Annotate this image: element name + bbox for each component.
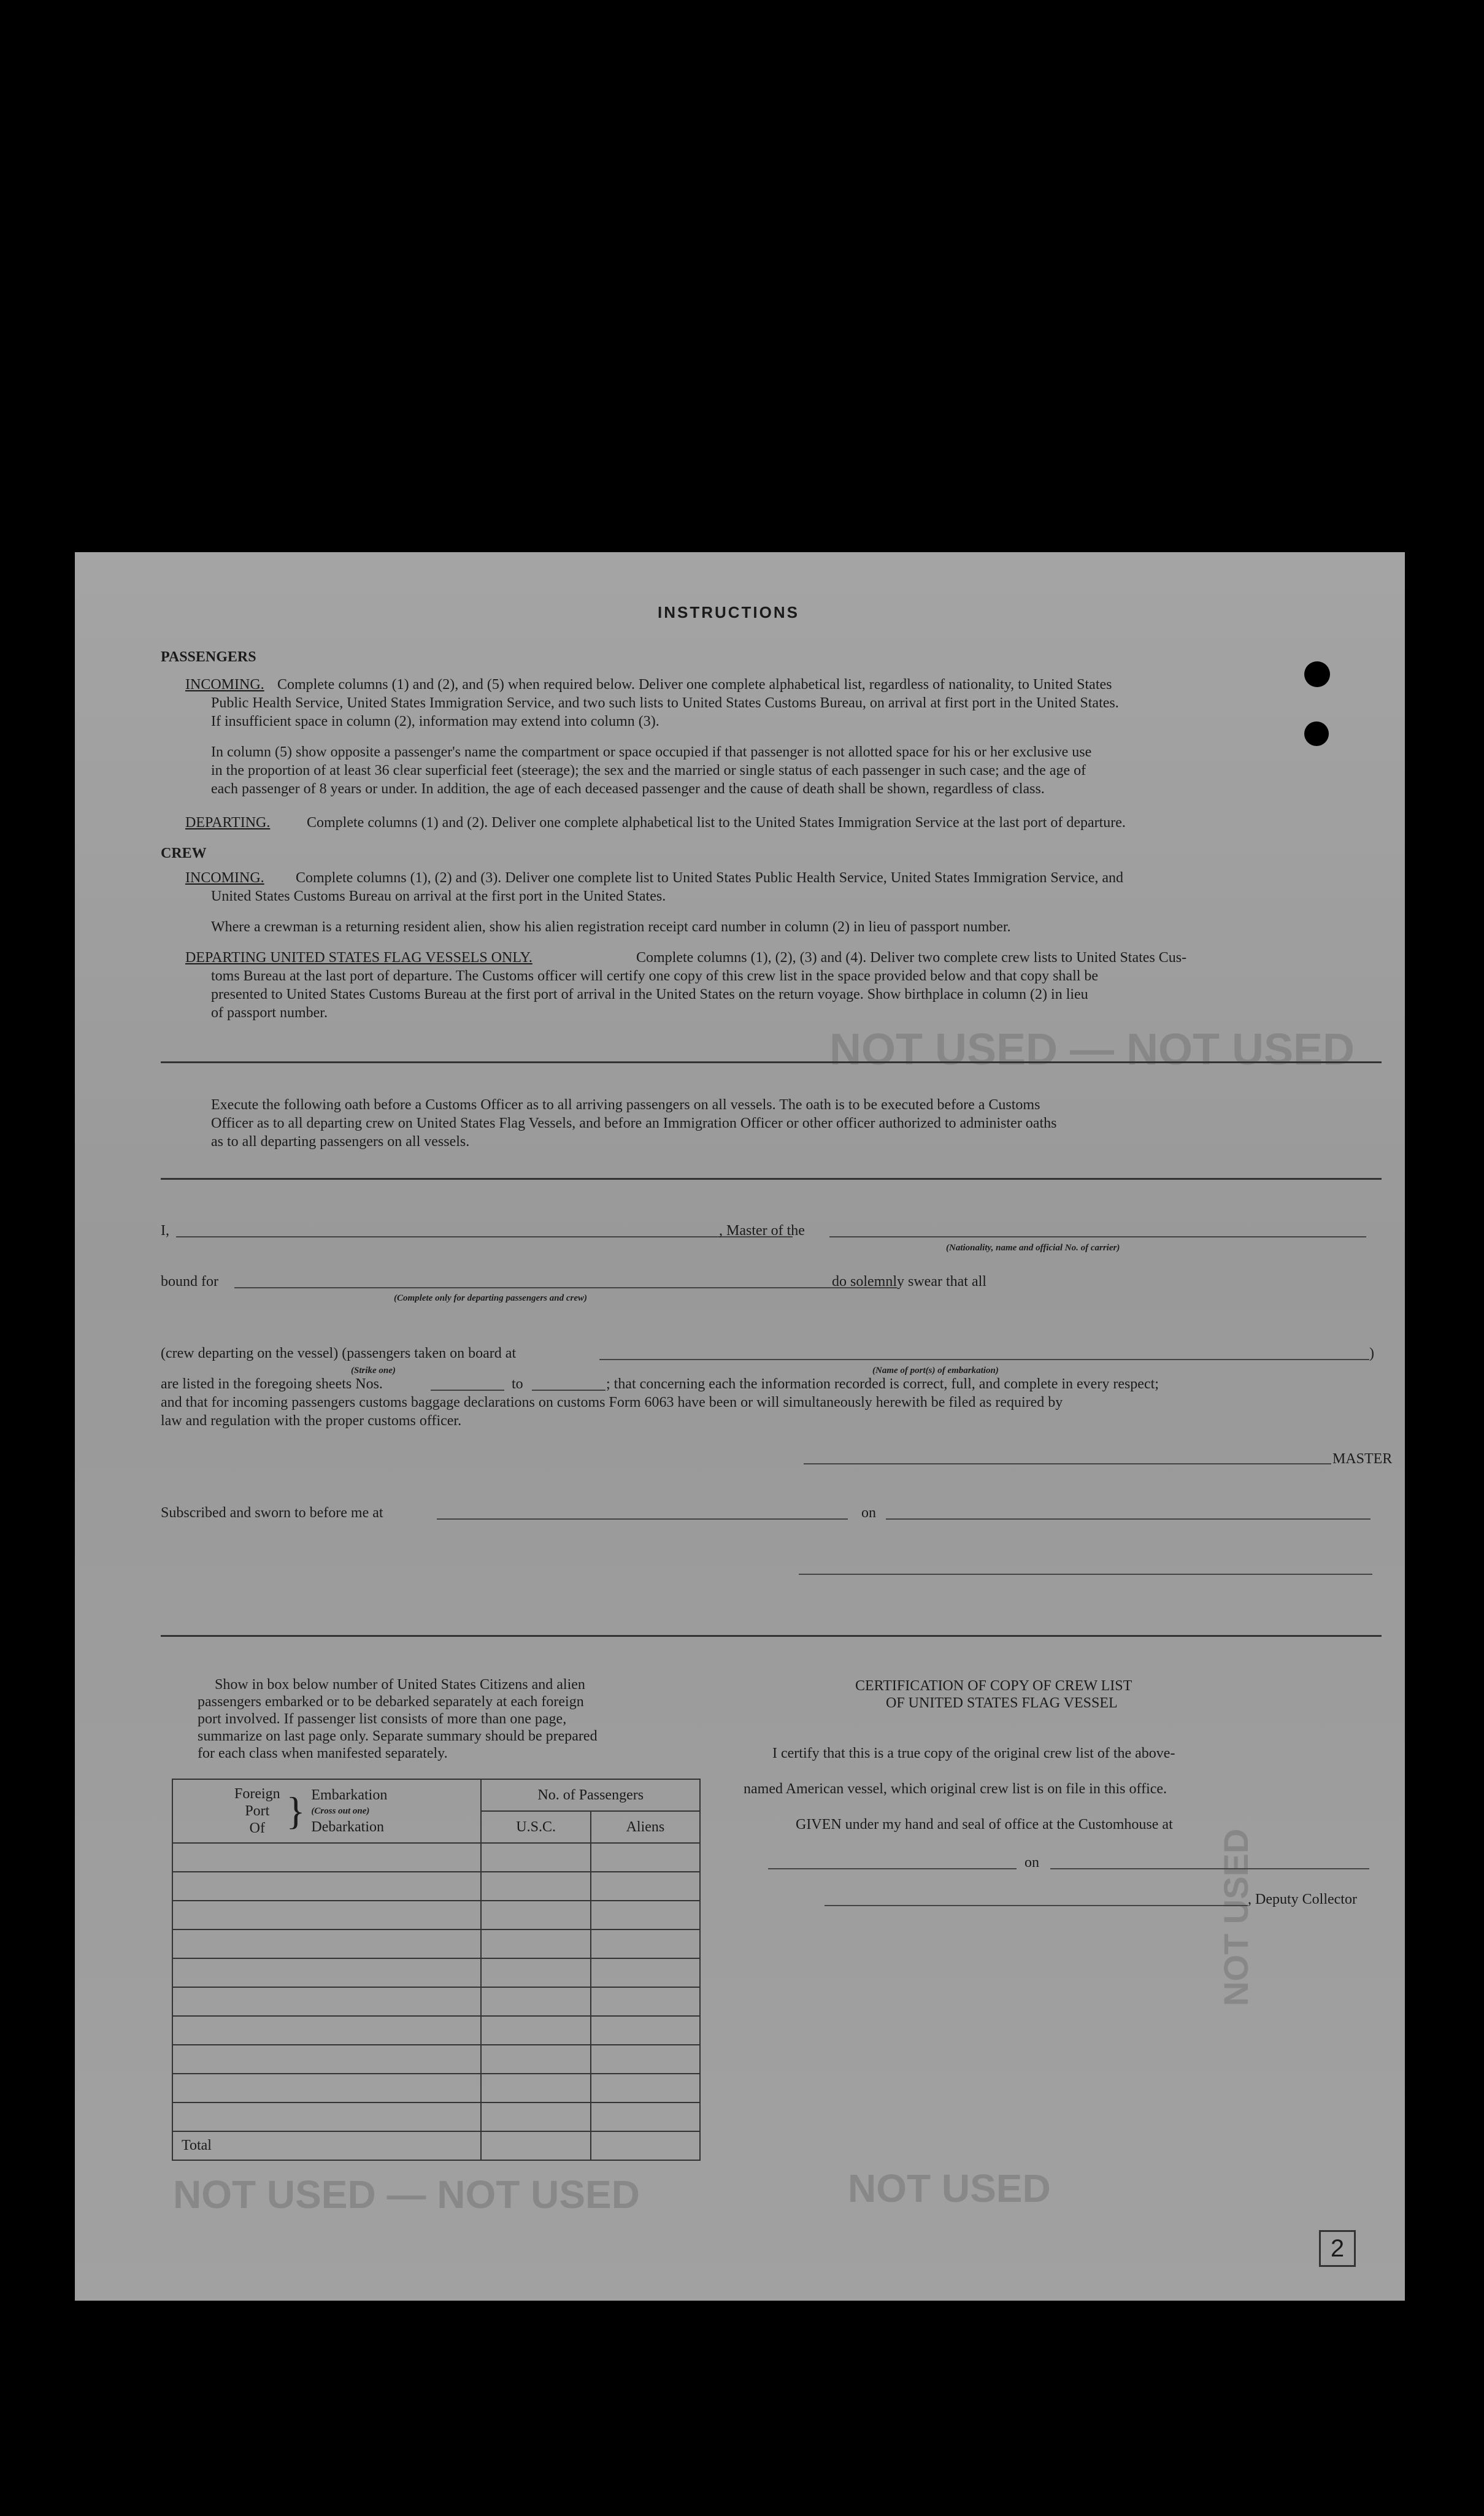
subscribed-on-label: on — [861, 1505, 876, 1521]
passenger-summary-table — [172, 1779, 701, 2161]
passengers-incoming-line: If insufficient space in column (2), information may extend into column (3). — [211, 714, 659, 729]
subscribed-on-field[interactable] — [886, 1518, 1371, 1520]
crew-departing-line: toms Bureau at the last port of departure. The Customs officer will certify one copy of this crew list in the space provided below and that copy shall be — [211, 968, 1099, 984]
swear-label: do solemnly swear that all — [832, 1274, 986, 1290]
passengers-incoming-line: Complete columns (1) and (2), and (5) when required below. Deliver one complete alphabetical list, regardless of nationality, to United States — [277, 677, 1112, 693]
crew-incoming-line: Complete columns (1), (2) and (3). Deliver one complete list to United States Public Health Service, United States Immigration Service, and — [296, 870, 1124, 886]
divider — [161, 1061, 1382, 1063]
sheets-from-field[interactable] — [431, 1390, 504, 1391]
table-row[interactable] — [172, 1958, 700, 1987]
table-row[interactable] — [172, 2045, 700, 2074]
passengers-header: No. of Passengers — [481, 1779, 700, 1811]
crew-departing-line: Complete columns (1), (2), (3) and (4). Deliver two complete crew lists to United States Cus- — [636, 950, 1187, 966]
table-row[interactable] — [172, 1929, 700, 1958]
master-label: MASTER — [1332, 1451, 1393, 1467]
crew-passengers-label: (crew departing on the vessel) (passengers taken on board at — [161, 1345, 517, 1361]
punch-hole-2 — [1304, 721, 1329, 746]
port-note: (Name of port(s) of embarkation) — [872, 1366, 999, 1375]
passengers-column5-line: In column (5) show opposite a passenger's name the compartment or space occupied if that passenger is not allotted space for his or her exclusive use — [211, 744, 1092, 760]
crew-heading: CREW — [161, 845, 207, 861]
aliens-header: Aliens — [591, 1811, 700, 1843]
carrier-field[interactable] — [829, 1236, 1366, 1237]
officer-signature-field[interactable] — [799, 1574, 1372, 1575]
bound-for-note: (Complete only for departing passengers and crew) — [394, 1293, 587, 1303]
col-port: Port — [245, 1803, 270, 1819]
summary-line: summarize on last page only. Separate summary should be prepared — [198, 1728, 598, 1744]
passengers-departing-label: DEPARTING. — [185, 815, 271, 831]
not-used-stamp-bottom: NOT USED — [848, 2166, 1051, 2210]
to-label: to — [512, 1376, 523, 1392]
master-name-field[interactable] — [176, 1236, 793, 1237]
deputy-collector-field[interactable] — [825, 1905, 1248, 1906]
col-cross-out: (Cross out one) — [311, 1806, 370, 1816]
col-of: Of — [249, 1820, 265, 1836]
listed-line: and that for incoming passengers customs baggage declarations on customs Form 6063 have been or will simultaneously herewith be filed as required by — [161, 1395, 1063, 1410]
subscribed-label: Subscribed and sworn to before me at — [161, 1505, 383, 1521]
strike-note: (Strike one) — [351, 1366, 396, 1375]
listed-label: are listed in the foregoing sheets Nos. — [161, 1376, 383, 1392]
bound-for-label: bound for — [161, 1274, 218, 1290]
crew-departing-line: of passport number. — [211, 1005, 328, 1021]
listed-text: ; that concerning each the information recorded is correct, full, and complete in every respect; — [606, 1376, 1159, 1392]
usc-header: U.S.C. — [481, 1811, 590, 1843]
crew-departing-label: DEPARTING UNITED STATES FLAG VESSELS ONLY. — [185, 950, 532, 966]
deputy-collector-label: , Deputy Collector — [1248, 1891, 1357, 1907]
certification-line: I certify that this is a true copy of the original crew list of the above- — [772, 1745, 1175, 1761]
passengers-column5-line: in the proportion of at least 36 clear superficial feet (steerage); the sex and the married or single status of each passenger in such case; and the age of — [211, 763, 1086, 779]
not-used-stamp-left: NOT USED — NOT USED — [173, 2172, 640, 2217]
crew-departing-line: presented to United States Customs Bureau at the first port of arrival in the United States on the return voyage. Show birthplace in column (2) in lieu — [211, 987, 1088, 1002]
passengers-incoming-label: INCOMING. — [185, 677, 264, 693]
passengers-column5-line: each passenger of 8 years or under. In addition, the age of each deceased passenger and the cause of death shall be shown, regardless of class. — [211, 781, 1045, 797]
summary-line: port involved. If passenger list consists of more than one page, — [198, 1711, 567, 1727]
closing-paren: ) — [1369, 1345, 1374, 1361]
customhouse-field[interactable] — [768, 1868, 1017, 1869]
passengers-departing-text: Complete columns (1) and (2). Deliver one complete alphabetical list to the United States Immigration Service at the last port of departure. — [307, 815, 1126, 831]
crew-resident-note: Where a crewman is a returning resident alien, show his alien registration receipt card number in column (2) in lieu of passport number. — [211, 919, 1011, 935]
total-row[interactable] — [172, 2131, 700, 2160]
oath-intro-line: as to all departing passengers on all vessels. — [211, 1134, 470, 1150]
port-header — [172, 1779, 481, 1843]
not-used-stamp-vertical: NOT USED — [1217, 1828, 1255, 2006]
divider — [161, 1178, 1382, 1180]
certification-on-label: on — [1025, 1855, 1039, 1871]
divider — [161, 1635, 1382, 1637]
instructions-title: INSTRUCTIONS — [658, 603, 799, 621]
carrier-note: (Nationality, name and official No. of carrier) — [946, 1243, 1120, 1253]
crew-incoming-line: United States Customs Bureau on arrival at the first port in the United States. — [211, 888, 666, 904]
certification-title: CERTIFICATION OF COPY OF CREW LIST — [855, 1678, 1132, 1694]
total-label: Total — [172, 2131, 481, 2160]
table-row[interactable] — [172, 1901, 700, 1929]
certification-line: named American vessel, which original crew list is on file in this office. — [744, 1781, 1167, 1797]
master-signature-field[interactable] — [804, 1463, 1331, 1464]
col-embarkation: Embarkation — [311, 1787, 388, 1803]
master-of-label: , Master of the — [719, 1223, 805, 1239]
crew-incoming-label: INCOMING. — [185, 870, 264, 886]
table-row[interactable] — [172, 2074, 700, 2102]
summary-line: passengers embarked or to be debarked separately at each foreign — [198, 1694, 584, 1710]
certification-on-field[interactable] — [1050, 1868, 1369, 1869]
col-debarkation: Debarkation — [311, 1819, 385, 1835]
subscribed-at-field[interactable] — [437, 1518, 848, 1520]
punch-hole-1 — [1304, 661, 1330, 687]
certification-line: GIVEN under my hand and seal of office at the Customhouse at — [796, 1817, 1173, 1833]
sheets-to-field[interactable] — [532, 1390, 606, 1391]
oath-intro-line: Officer as to all departing crew on United States Flag Vessels, and before an Immigration Officer or other officer authorized to administer oaths — [211, 1115, 1057, 1131]
embarkation-port-field[interactable] — [599, 1359, 1369, 1360]
table-row[interactable] — [172, 2016, 700, 2045]
table-row[interactable] — [172, 1872, 700, 1901]
table-row[interactable] — [172, 2102, 700, 2131]
certification-subtitle: OF UNITED STATES FLAG VESSEL — [886, 1695, 1118, 1711]
oath-intro-line: Execute the following oath before a Customs Officer as to all arriving passengers on all vessels. The oath is to be executed before a Customs — [211, 1097, 1040, 1113]
passengers-incoming-line: Public Health Service, United States Immigration Service, and two such lists to United States Customs Bureau, on arrival at first port in the United States. — [211, 695, 1119, 711]
summary-line: Show in box below number of United States Citizens and alien — [215, 1677, 585, 1693]
table-row[interactable] — [172, 1987, 700, 2016]
passengers-heading: PASSENGERS — [161, 649, 256, 665]
page-number: 2 — [1319, 2230, 1356, 2267]
col-foreign: Foreign — [234, 1786, 280, 1802]
listed-line: law and regulation with the proper customs officer. — [161, 1413, 462, 1429]
table-row[interactable] — [172, 1843, 700, 1872]
not-used-stamp-top: NOT USED — NOT USED — [829, 1025, 1355, 1074]
document-page — [75, 552, 1405, 2301]
oath-i-label: I, — [161, 1223, 169, 1239]
brace-icon: } — [286, 1789, 306, 1833]
summary-line: for each class when manifested separately. — [198, 1745, 448, 1761]
